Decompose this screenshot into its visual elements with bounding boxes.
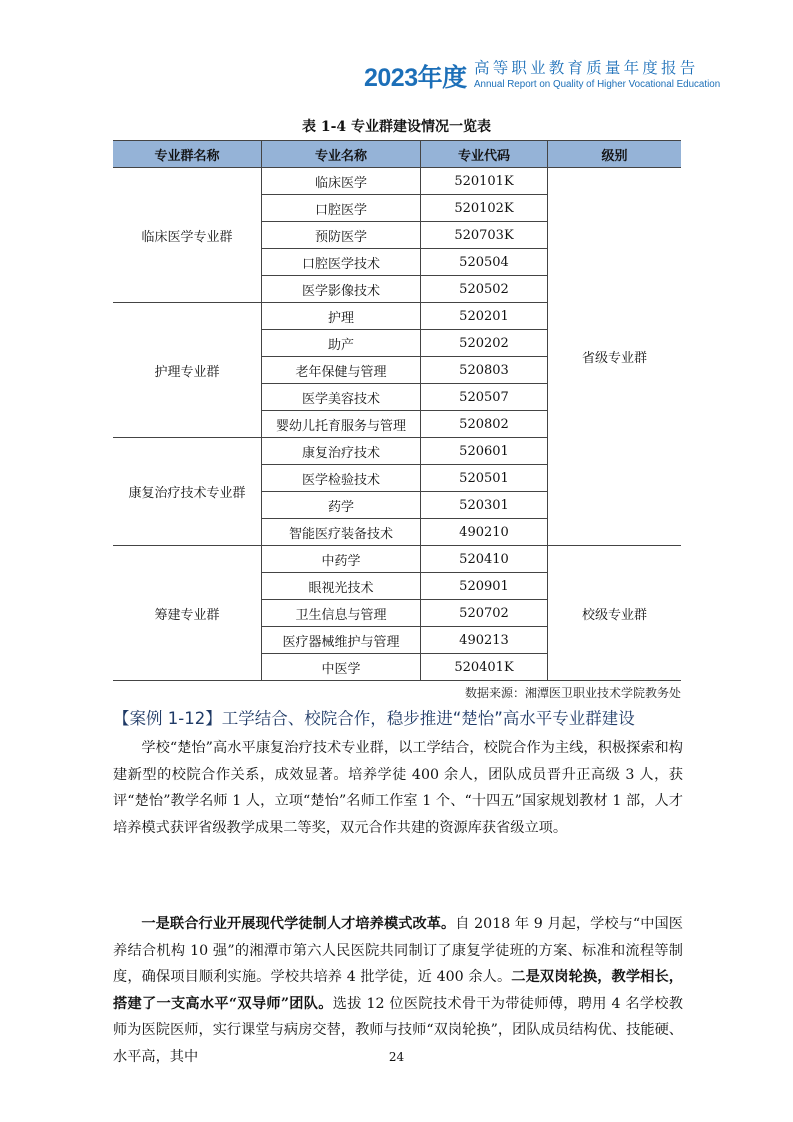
data-source: 数据来源：湘潭医卫职业技术学院教务处 (464, 686, 681, 700)
major-name-cell: 康复治疗技术 (262, 438, 421, 465)
major-code-cell: 520502 (421, 276, 548, 303)
major-name-cell: 中药学 (262, 546, 421, 573)
major-name-cell: 医学美容技术 (262, 384, 421, 411)
major-name-cell: 医学检验技术 (262, 465, 421, 492)
page-number: 24 (388, 1050, 405, 1064)
major-name-cell: 卫生信息与管理 (262, 600, 421, 627)
major-name-cell: 智能医疗装备技术 (262, 519, 421, 546)
major-name-cell: 眼视光技术 (262, 573, 421, 600)
major-code-cell: 520507 (421, 384, 548, 411)
bold-lead-1: 一是联合行业开展现代学徒制人才培养模式改革。 (141, 916, 456, 932)
major-code-cell: 490210 (421, 519, 548, 546)
major-name-cell: 中医学 (262, 654, 421, 681)
header-title-cn: 高等职业教育质量年度报告 (474, 59, 699, 77)
major-code-cell: 520301 (421, 492, 548, 519)
group-name-cell: 护理专业群 (113, 303, 262, 438)
column-header: 级别 (548, 141, 682, 168)
header-year: 2023年度 (364, 64, 467, 92)
table-row (113, 546, 681, 573)
major-name-cell: 婴幼儿托育服务与管理 (262, 411, 421, 438)
table-row (113, 168, 681, 195)
paragraph-text: 自 2018 年 9 月起，学校与“中国医养结合机构 10 强”的湘潭市第六人民医院共同制订了康复学徒班的方案、标准和流程等制度，确保项目顺利实施。学校共培养 4 批学徒，近 400 余人。 (113, 916, 683, 985)
group-name-cell: 康复治疗技术专业群 (113, 438, 262, 546)
group-name-cell: 筹建专业群 (113, 546, 262, 681)
major-name-cell: 助产 (262, 330, 421, 357)
major-code-cell: 520601 (421, 438, 548, 465)
column-header: 专业群名称 (113, 141, 262, 168)
case-paragraph-1 (113, 735, 683, 841)
major-name-cell: 医学影像技术 (262, 276, 421, 303)
major-code-cell: 520501 (421, 465, 548, 492)
major-code-cell: 520410 (421, 546, 548, 573)
major-name-cell: 药学 (262, 492, 421, 519)
major-name-cell: 口腔医学 (262, 195, 421, 222)
case-title: 【案例 1-12】工学结合、校院合作，稳步推进“楚怡”高水平专业群建设 (113, 709, 635, 728)
paragraph-text: 选拔 12 位医院技术骨干为带徒师傅，聘用 4 名学校教师为医院医师，实行课堂与病房交替，教师与技师“双岗轮换”，团队成员结构优、技能硬、水平高，其中 (113, 995, 683, 1065)
major-name-cell: 老年保健与管理 (262, 357, 421, 384)
paragraph-text: 学校“楚怡”高水平康复治疗技术专业群，以工学结合，校院合作为主线，积极探索和构建新型的校院合作关系，成效显著。培养学徒 400 余人，团队成员晋升正高级 3 人，获评“楚怡”教学名师 1 人，立项“楚怡”名师工作室 1 个、“十四五”国家规划教材 1 部，人才培养模式获评省级教学成果二等奖，双元合作共建的资源库获省级立项。 (113, 740, 683, 836)
major-name-cell: 口腔医学技术 (262, 249, 421, 276)
major-name-cell: 预防医学 (262, 222, 421, 249)
major-code-cell: 520901 (421, 573, 548, 600)
table-header-row (113, 141, 681, 168)
major-code-cell: 520803 (421, 357, 548, 384)
level-cell: 校级专业群 (548, 546, 682, 681)
major-code-cell: 520102K (421, 195, 548, 222)
major-code-cell: 520702 (421, 600, 548, 627)
major-code-cell: 520703K (421, 222, 548, 249)
major-code-cell: 520101K (421, 168, 548, 195)
group-name-cell: 临床医学专业群 (113, 168, 262, 303)
major-name-cell: 临床医学 (262, 168, 421, 195)
column-header: 专业代码 (421, 141, 548, 168)
major-code-cell: 520201 (421, 303, 548, 330)
major-code-cell: 490213 (421, 627, 548, 654)
major-name-cell: 医疗器械维护与管理 (262, 627, 421, 654)
major-code-cell: 520802 (421, 411, 548, 438)
major-code-cell: 520202 (421, 330, 548, 357)
header-title-en: Annual Report on Quality of Higher Vocational Education (474, 79, 721, 90)
level-cell: 省级专业群 (548, 168, 682, 546)
table-caption: 表 1-4 专业群建设情况一览表 (301, 119, 492, 135)
major-name-cell: 护理 (262, 303, 421, 330)
report-header (364, 56, 721, 96)
column-header: 专业名称 (262, 141, 421, 168)
major-code-cell: 520504 (421, 249, 548, 276)
case-paragraph-2 (113, 911, 683, 1070)
major-code-cell: 520401K (421, 654, 548, 681)
bold-lead-2: 二是双岗轮换，教学相长，搭建了一支高水平“双导师”团队。 (113, 969, 683, 1012)
major-group-table (113, 140, 681, 681)
